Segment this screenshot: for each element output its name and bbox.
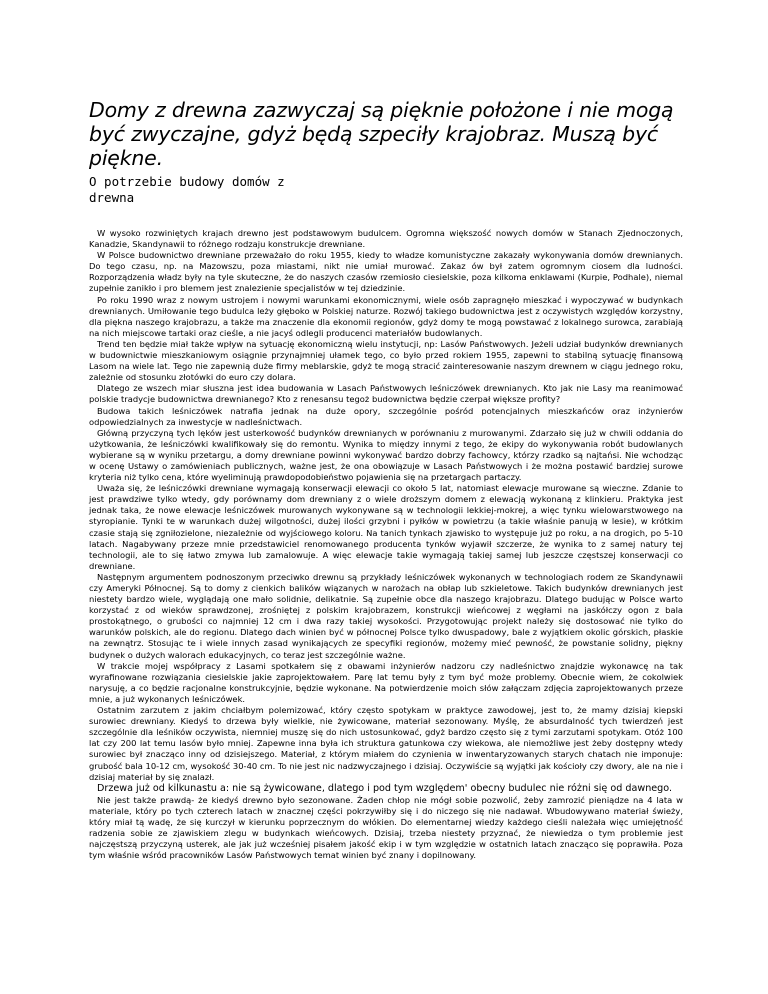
paragraph: Dlatego ze wszech miar słuszna jest idea budowania w Lasach Państwowych leśniczówek drewnianych. Kto jak nie Lasy ma reanimować polskie tradycje budownictwa drewnianego? Kto z renesansu tegoż budownictwa będzie czerpał większe profity? — [89, 383, 683, 405]
document-title: Domy z drewna zazwyczaj są pięknie położone i nie mogą być zwyczajne, gdyż będą szpeciły krajobraz. Muszą być piękne. — [89, 98, 674, 170]
document-subtitle: O potrzebie budowy domów z drewna — [89, 174, 285, 205]
document-page — [89, 98, 683, 861]
paragraph: Budowa takich leśniczówek natrafia jednak na duże opory, szczególnie pośród potencjalnych mieszkańców oraz inżynierów odpowiedzialnych za inwestycje w nadleśnictwach. — [89, 405, 683, 427]
paragraph: Nie jest także prawdą- że kiedyś drewno było sezonowane. Żaden chłop nie mógł sobie pozwolić, żeby zamrozić pieniądze na 4 lata w materiale, który po tych czterech latach w znacznej części pokrzywiłby się i do niczego się nie nadawał. Wbudowywano materiał świeży, który miał tą wadę, że się kurczył w kierunku poprzecznym do włókien. Do elementarnej wiedzy każdego cieśli należała więc umiejętność radzenia sobie ze zjawiskiem zlegu w budynkach wieńcowych. Dzisiaj, trzeba niestety przyznać, że niewiedza o tym problemie jest najczęstszą przyczyną usterek, ale jak już wcześniej pisałem jakość ekip i w tym względzie w ostatnich latach znacząco się poprawiła. Poza tym właśnie wśród pracowników Lasów Państwowych temat winien być znany i dopilnowany. — [89, 794, 683, 861]
paragraph: Następnym argumentem podnoszonym przeciwko drewnu są przykłady leśniczówek wykonanych w technologiach rodem ze Skandynawii czy Ameryki Północnej. Są to domy z cienkich balików wiązanych w narożach na obłap lub szkieletowe. Takich budynków drewnianych jest niestety bardzo wiele, wyglądają one mało solidnie, delikatnie. Są zupełnie obce dla naszego krajobrazu. Dlatego budując w Polsce warto korzystać z od wieków sprawdzonej, zrośniętej z polskim krajobrazem, konstrukcji wieńcowej z węgłami na jaskółczy ogon z bala prostokątnego, o grubości co najmniej 12 cm i dwa razy takiej wysokości. Przygotowując projekt należy się dostosować nie tylko do warunków polskich, ale do regionu. Dlatego dach winien być w północnej Polsce tylko dwuspadowy, bale z wyjątkiem okolic górskich, płaskie na zewnątrz. Stosując te i wiele innych zasad wynikających ze specyfiki regionów, możemy mieć pewność, że powstanie solidny, piękny budynek o dużych walorach edukacyjnych, co teraz jest szczególnie ważne. — [89, 571, 683, 660]
paragraph: W trakcie mojej współpracy z Lasami spotkałem się z obawami inżynierów nadzoru czy nadleśnictwo znajdzie wykonawcę na tak wyrafinowane rozwiązania ciesielskie jakie zaprojektowałem. Parę lat temu były z tym być może problemy. Obecnie wiem, że cokolwiek narysuję, a co będzie racjonalne konstrukcyjnie, będzie wykonane. Na potwierdzenie moich słów załączam zdjęcia zaprojektowanych przeze mnie, a już wykonanych leśniczówek. — [89, 660, 683, 704]
paragraph: W Polsce budownictwo drewniane przeważało do roku 1955, kiedy to władze komunistyczne zakazały wykonywania domów drewnianych. Do tego czasu, np. na Mazowszu, poza miastami, nikt nie umiał murować. Zakaz ów był zatem ogromnym ciosem dla ludności. Rozporządzenia władz były na tyle skuteczne, że do naszych czasów rzemiosło ciesielskie, poza kilkoma enklawami (Kurpie, Podhale), niemal zupełnie zanikło i pro blemem jest znalezienie specjalistów w tej dziedzinie. — [89, 250, 683, 294]
document-body — [89, 228, 683, 861]
paragraph: W wysoko rozwiniętych krajach drewno jest podstawowym budulcem. Ogromna większość nowych domów w Stanach Zjednoczonych, Kanadzie, Skandynawii to różnego rodzaju konstrukcje drewniane. — [89, 228, 683, 250]
paragraph: Główną przyczyną tych lęków jest usterkowość budynków drewnianych w porównaniu z murowanymi. Zdarzało się już w chwili oddania do użytkowania, że leśniczówki kwalifikowały się do remontu. Wynika to między innymi z tego, że ekipy do wykonywania robót budowlanych wybierane są w wyniku przetargu, a domy drewniane powinni wykonywać bardzo dobrzy fachowcy, którzy rzadko są najtańsi. Nie wchodząc w ocenę Ustawy o zamówieniach publicznych, ważne jest, że ona obowiązuje w Lasach Państwowych i że można postawić bardziej surowe kryteria niż tylko cena, które wyeliminują prawdopodobieństwo pojawienia się na przetargach partaczy. — [89, 427, 683, 483]
paragraph: Ostatnim zarzutem z jakim chciałbym polemizować, który często spotykam w praktyce zawodowej, jest to, że mamy dzisiaj kiepski surowiec drewniany. Kiedyś to drzewa były wielkie, nie żywicowane, materiał sezonowany. Myślę, że absurdalność tych twierdzeń jest szczególnie dla leśników oczywista, niemniej muszę się do nich ustosunkować, gdyż bardzo często się z tymi zarzutami spotykam. Otóż 100 lat czy 200 lat temu lasów było mniej. Zapewne inna była ich struktura gatunkowa czy wiekowa, ale niemożliwe jest żeby dostępny wtedy surowiec był znacząco inny od dzisiejszego. Materiał, z którym miałem do czynienia w inwentaryzowanych starych chatach nie imponuje: grubość bala 10-12 cm, wysokość 30-40 cm. To nie jest nic nadzwyczajnego i dzisiaj. Oczywiście są wyjątki jak kościoły czy dwory, ale na nie i dzisiaj materiał by się znalazł. — [89, 705, 683, 782]
paragraph: Trend ten będzie miał także wpływ na sytuację ekonomiczną wielu instytucji, np: Lasów Państwowych. Jeżeli udział budynków drewnianych w budownictwie mieszkaniowym osiągnie przynajmniej ułamek tego, co było przed rokiem 1955, zapewni to stabilną sytuację finansową Lasom na wiele lat. Tego nie zapewnią duże firmy meblarskie, gdyż te mogą stracić zainteresowanie naszym drewnem w ciągu jednego roku, zależnie od stosunku złotówki do euro czy dolara. — [89, 338, 683, 383]
paragraph: Uważa się, że leśniczówki drewniane wymagają konserwacji elewacji co około 5 lat, natomiast elewacje murowane są wieczne. Zdanie to jest prawdziwe tylko wtedy, gdy porównamy dom drewniany z o wiele droższym domem z elewacją wykonaną z klinkieru. Praktyka jest jednak taka, że nowe elewacje leśniczówek murowanych wykonywane są w technologii lekkiej-mokrej, a więc tynku wielowarstwowego na styropianie. Tynki te w warunkach dużej wilgotności, dużej ilości grzybni i pyłków w powietrzu (a takie właśnie panują w lesie), w krótkim czasie stają się zgniłozielone, niezależnie od wyjściowego koloru. Na tanich tynkach zjawisko to występuje już po roku, a na drogich, po 5-10 latach. Nagabywany przeze mnie przedstawiciel renomowanego producenta tynków wyjawił szczerze, że wynika to z samej natury tej technologii, ale to się łatwo zmywa lub zamalowuje. A więc elewacje takie wymagają takiej samej lub jeszcze częstszej konserwacji co drewniane. — [89, 483, 683, 571]
paragraph: Po roku 1990 wraz z nowym ustrojem i nowymi warunkami ekonomicznymi, wiele osób zapragnęło mieszkać i wypoczywać w budynkach drewnianych. Umiłowanie tego budulca leży głęboko w Polskiej naturze. Rozwój takiego budownictwa jest z oczywistych względów korzystny, dla piękna naszego krajobrazu, a także ma znaczenie dla ekonomii regionów, gdyż domy te mogą powstawać z lokalnego surowca, zarabiają na nich miejscowe tartaki oraz cieśle, a nie jacyś odlegli producenci materiałów budowlanych. — [89, 294, 683, 338]
paragraph: Drzewa już od kilkunastu a: nie są żywicowane, dlatego i pod tym względem' obecny budulec nie różni się od dawnego. — [97, 782, 673, 794]
